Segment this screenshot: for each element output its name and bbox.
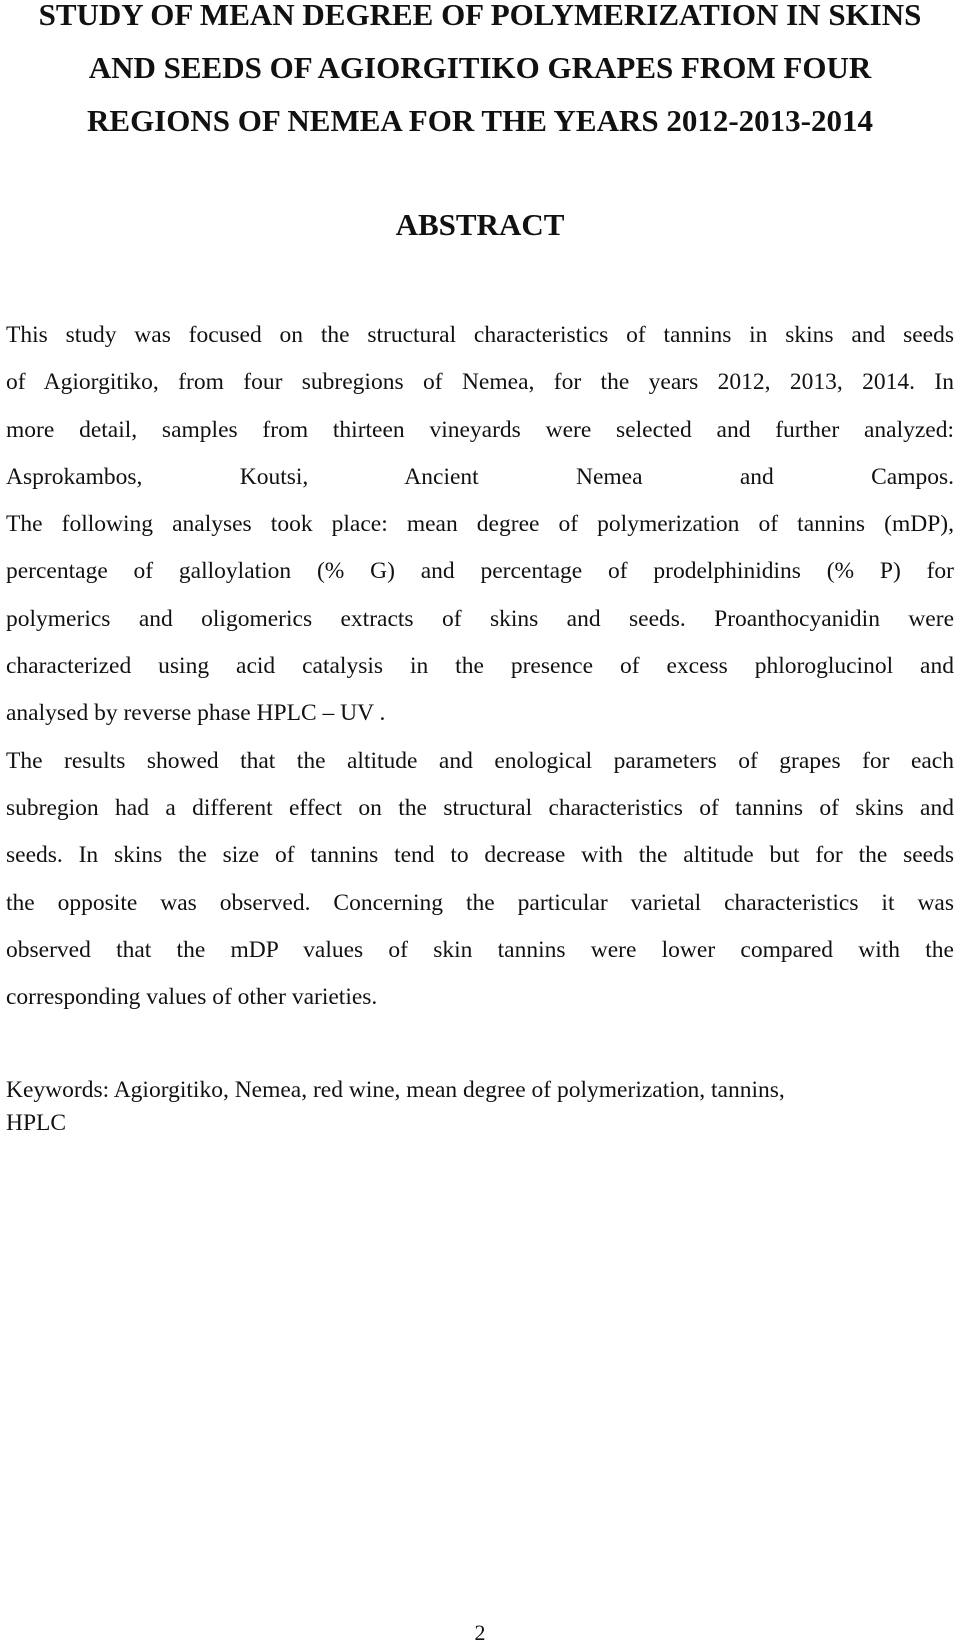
abstract-line: subregion had a different effect on the structural characteristics of tannins of skins and xyxy=(6,794,954,821)
keywords-line-2: HPLC xyxy=(6,1110,67,1136)
abstract-line: corresponding values of other varieties. xyxy=(6,984,378,1011)
abstract-line: observed that the mDP values of skin tannins were lower compared with the xyxy=(6,936,954,963)
keywords-line-1: Keywords: Agiorgitiko, Nemea, red wine, mean degree of polymerization, tannins, xyxy=(6,1077,785,1103)
keywords xyxy=(6,1074,954,1140)
title-line-3: REGIONS OF NEMEA FOR THE YEARS 2012-2013-2014 xyxy=(87,103,873,138)
abstract-line: The following analyses took place: mean degree of polymerization of tannins (mDP), xyxy=(6,511,954,538)
abstract-line: Asprokambos, Koutsi, Ancient Nemea and Campos. xyxy=(6,463,954,490)
abstract-line: analysed by reverse phase HPLC – UV . xyxy=(6,700,386,727)
abstract-line: of Agiorgitiko, from four subregions of Nemea, for the years 2012, 2013, 2014. In xyxy=(6,369,954,396)
abstract-line: The results showed that the altitude and enological parameters of grapes for each xyxy=(6,747,954,774)
abstract-heading: ABSTRACT xyxy=(395,207,565,242)
abstract-line: seeds. In skins the size of tannins tend to decrease with the altitude but for the seeds xyxy=(6,842,954,869)
title-line-2: AND SEEDS OF AGIORGITIKO GRAPES FROM FOUR xyxy=(88,50,872,85)
abstract-line: characterized using acid catalysis in the presence of excess phloroglucinol and xyxy=(6,653,954,680)
paper-title xyxy=(0,0,960,147)
abstract-line: the opposite was observed. Concerning the particular varietal characteristics it was xyxy=(6,889,954,916)
abstract-line: more detail, samples from thirteen vineyards were selected and further analyzed: xyxy=(6,416,954,443)
abstract-line: percentage of galloylation (% G) and percentage of prodelphinidins (% P) for xyxy=(6,558,954,585)
title-line-1: STUDY OF MEAN DEGREE OF POLYMERIZATION IN SKINS xyxy=(38,0,922,32)
page-number: 2 xyxy=(474,1620,486,1645)
abstract-line: This study was focused on the structural characteristics of tannins in skins and seeds xyxy=(6,322,954,348)
abstract-body xyxy=(6,312,954,1021)
abstract-line: polymerics and oligomerics extracts of skins and seeds. Proanthocyanidin were xyxy=(6,605,954,632)
